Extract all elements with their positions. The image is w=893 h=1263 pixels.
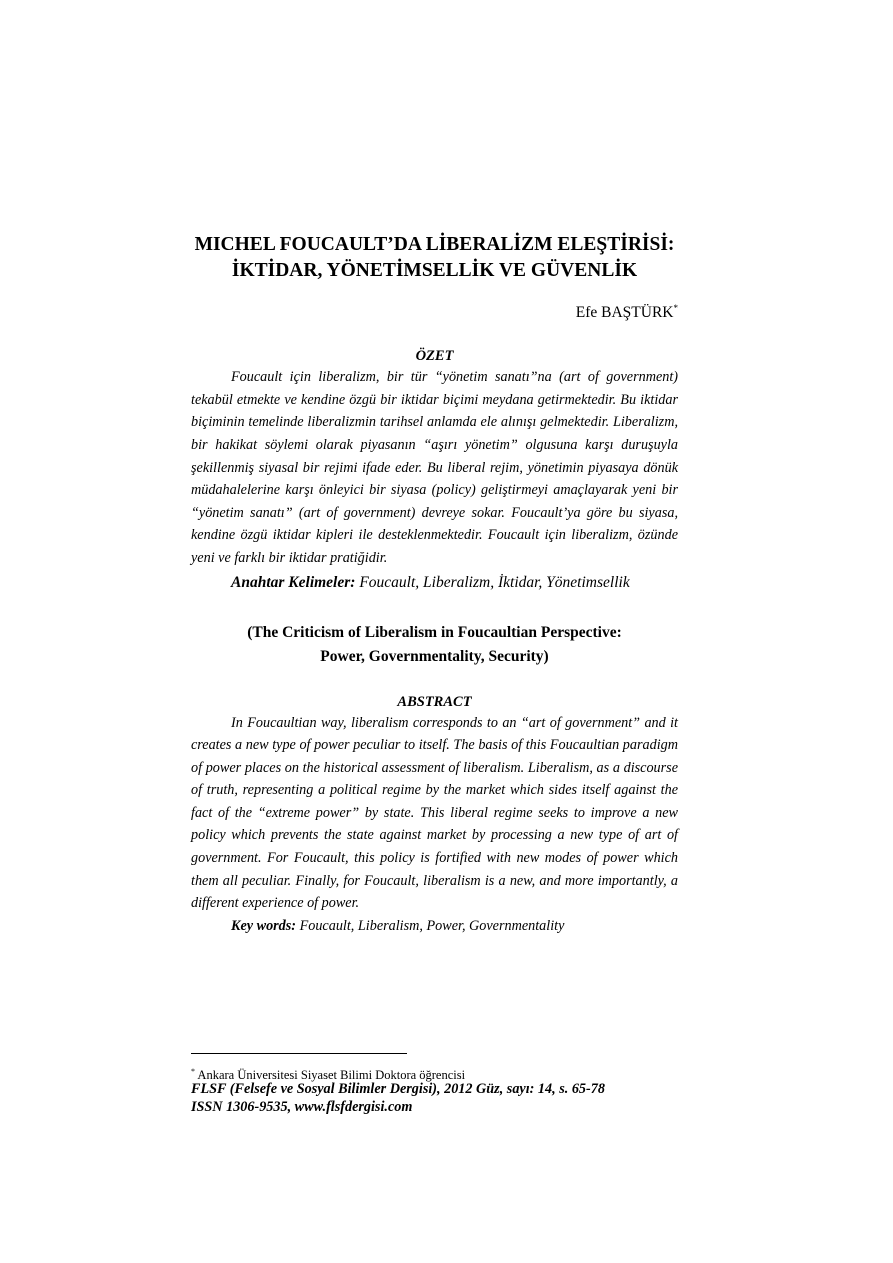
ozet-keywords-label: Anahtar Kelimeler: <box>231 573 356 591</box>
footnote-marker: * <box>191 1067 195 1076</box>
english-title-line-2: Power, Governmentality, Security) <box>320 647 549 665</box>
abstract-keywords-list: Foucault, Liberalism, Power, Governmentality <box>296 917 565 934</box>
abstract-heading: ABSTRACT <box>397 693 472 710</box>
ozet-heading: ÖZET <box>415 348 454 365</box>
abstract-keywords-label: Key words: <box>231 917 297 934</box>
abstract-body: In Foucaultian way, liberalism corresponds to an “art of government” and it creates a new type of power peculiar to itself. The basis of this Foucaultian paradigm of power places on the historical assessment of liberalism. Liberalism, as a discourse of truth, representing a political regime by the market which sides itself against the fact of the “extreme power” by state. This liberal regime seeks to improve a new policy which prevents the state against market by processing a new type of art of government. For Foucault, this policy is fortified with new modes of power which them all peculiar. Finally, for Foucault, liberalism is a new, and more importantly, a different experience of power. <box>191 714 678 912</box>
author-footnote-marker: * <box>673 303 678 313</box>
ozet-keywords <box>191 572 678 594</box>
footnote-divider <box>191 1053 407 1054</box>
author-name: Efe BAŞTÜRK <box>575 304 674 322</box>
author-byline <box>191 298 678 323</box>
article-title <box>191 232 678 284</box>
article-body <box>191 232 678 937</box>
article-title-line-2: İKTİDAR, YÖNETİMSELLİK VE GÜVENLİK <box>231 260 638 281</box>
ozet-body: Foucault için liberalizm, bir tür “yönetim sanatı”na (art of government) tekabül etmekte ve kendine özgü bir iktidar biçimi meydana getirmektedir. Bu iktidar biçiminin temelinde liberalizmin tarihsel anlamda ele alınışı gelmektedir. Liberalizm, bir hakikat söylemi olarak piyasanın “aşırı yönetim” olgusuna karşı duruşuyla şekillenmiş siyasal bir rejimi ifade eder. Bu liberal rejim, yönetimin piyasaya dönük müdahalelerine karşı önleyici bir siyasa (policy) geliştirmeyi amaçlayarak yeni bir “yönetim sanatı” (art of government) devreye sokar. Foucault’ya göre bu siyasa, kendine özgü iktidar kipleri ile desteklenmektedir. Foucault için liberalizm, özünde yeni ve farklı bir iktidar pratiğidir. <box>191 369 678 566</box>
ozet-keywords-list: Foucault, Liberalizm, İktidar, Yönetimsellik <box>355 573 630 591</box>
journal-issn-line: ISSN 1306-9535, www.flsfdergisi.com <box>191 1099 413 1115</box>
footnote-text: Ankara Üniversitesi Siyaset Bilimi Doktora öğrencisi <box>195 1068 466 1083</box>
journal-citation <box>191 1080 711 1116</box>
journal-citation-line-1: FLSF (Felsefe ve Sosyal Bilimler Dergisi), 2012 Güz, sayı: 14, s. 65-78 <box>191 1081 605 1097</box>
abstract-keywords <box>191 915 678 937</box>
english-title <box>191 621 678 669</box>
article-title-line-1: MICHEL FOUCAULT’DA LİBERALİZM ELEŞTİRİSİ: <box>194 234 675 255</box>
english-title-line-1: (The Criticism of Liberalism in Foucaultian Perspective: <box>247 623 622 641</box>
